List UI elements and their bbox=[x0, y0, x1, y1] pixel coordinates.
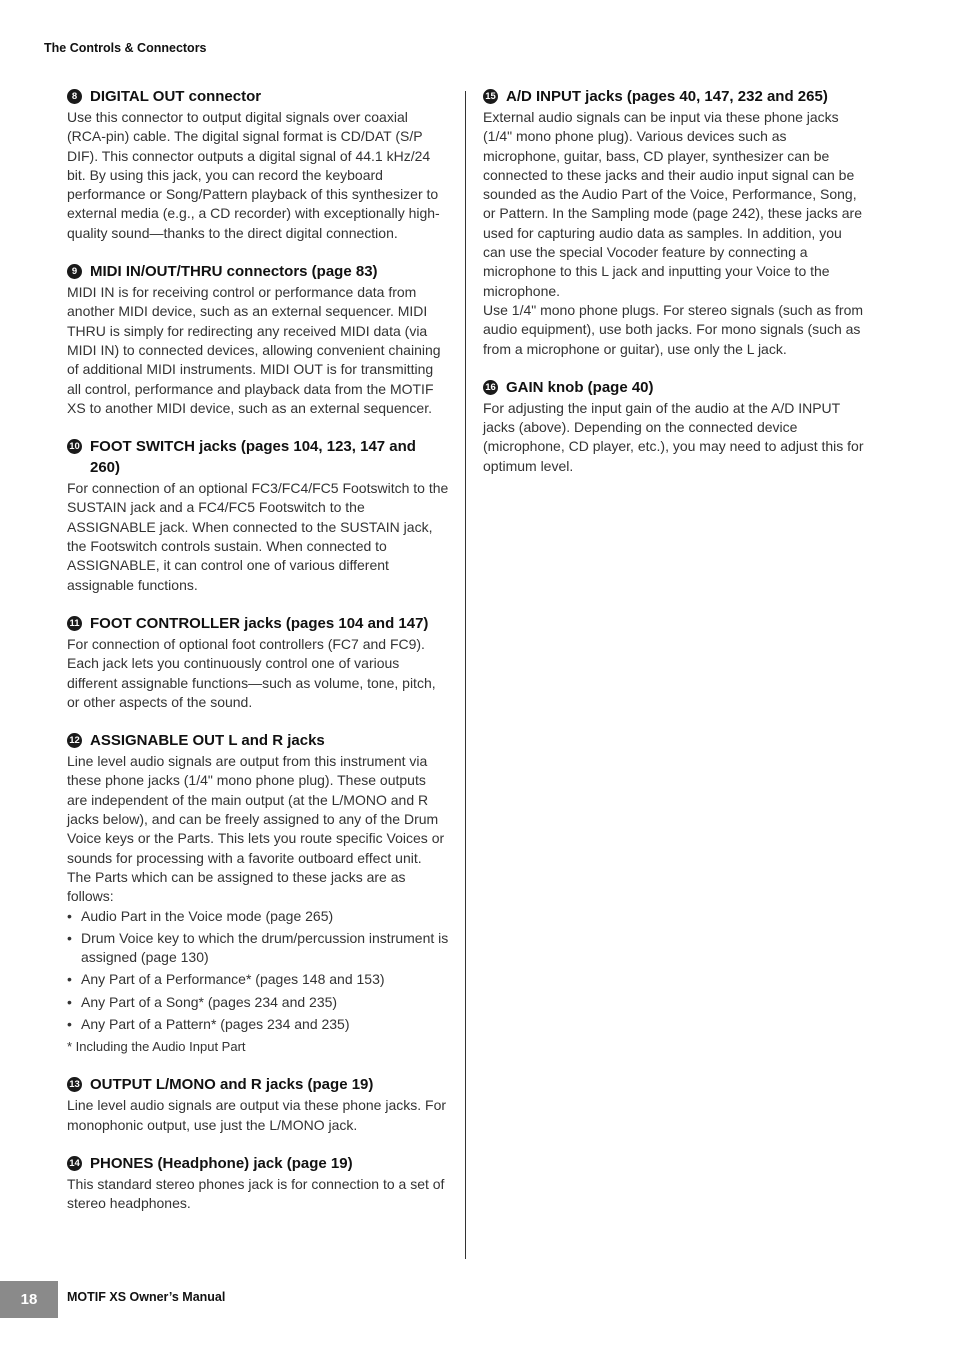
section-heading bbox=[67, 730, 449, 751]
section-heading bbox=[67, 436, 449, 478]
bullet-item: • Any Part of a Song* (pages 234 and 235) bbox=[67, 993, 449, 1012]
left-column bbox=[67, 86, 449, 1231]
section-heading bbox=[67, 86, 449, 107]
callout-number-badge: 10 bbox=[67, 439, 82, 454]
section-body-text: MIDI IN is for receiving control or performance data from another MIDI device, such as an external sequencer. MIDI THRU is simply for redirecting any received MIDI data (via MIDI IN) to connected devices, allowing convenient chaining of additional MIDI instruments. MIDI OUT is for transmitting all control, performance and playback data from the MOTIF XS to another MIDI device, such as an external sequencer. bbox=[67, 284, 441, 416]
callout-number-badge: 9 bbox=[67, 264, 82, 279]
bullet-item: • Any Part of a Performance* (pages 148 and 153) bbox=[67, 970, 449, 989]
section-9 bbox=[67, 261, 449, 418]
section-heading bbox=[67, 261, 449, 282]
callout-number-badge: 11 bbox=[67, 616, 82, 631]
bullet-item: • Drum Voice key to which the drum/percussion instrument is assigned (page 130) bbox=[67, 929, 449, 968]
section-11 bbox=[67, 613, 449, 712]
callout-number-badge: 13 bbox=[67, 1077, 82, 1092]
callout-number-badge: 8 bbox=[67, 89, 82, 104]
section-body-text: Use 1/4" mono phone plugs. For stereo signals (such as from audio equipment), use both jacks. For mono signals (such as from a microphone or guitar), use only the L jack. bbox=[483, 301, 864, 357]
section-title: FOOT CONTROLLER jacks (pages 104 and 147) bbox=[90, 614, 429, 632]
section-16 bbox=[483, 377, 865, 476]
section-title: GAIN knob (page 40) bbox=[506, 378, 654, 396]
callout-number-badge: 16 bbox=[483, 380, 498, 395]
page-number: 18 bbox=[0, 1281, 58, 1318]
section-12 bbox=[67, 730, 449, 1056]
callout-number-badge: 15 bbox=[483, 89, 498, 104]
section-title: ASSIGNABLE OUT L and R jacks bbox=[90, 732, 325, 750]
section-8 bbox=[67, 86, 449, 243]
running-header: The Controls & Connectors bbox=[44, 41, 207, 55]
section-body-text: Line level audio signals are output from this instrument via these phone jacks (1/4" mono phone plug). These outputs are independent of the main output (at the L/MONO and R jacks below), and can be freely assigned to any of the Drum Voice keys or the Parts. This lets you route specific Voices or sounds for processing with a favorite outboard effect unit. The Parts which can be assigned to these jacks are as follows: bbox=[67, 753, 445, 905]
section-body-text: Use this connector to output digital signals over coaxial (RCA-pin) cable. The digital signal format is CD/DAT (S/P DIF). This connector outputs a digital signal of 44.1 kHz/24 bit. By using this jack, you can record the keyboard performance or Song/Pattern playback of this synthesizer to external media (e.g., a CD recorder) with exceptionally high-quality sound—thanks to the direct digital connection. bbox=[67, 109, 440, 241]
section-body-text: For adjusting the input gain of the audio at the A/D INPUT jacks (above). Depending on the connected device (microphone, CD player, etc.), you may need to adjust this for optimum level. bbox=[483, 399, 864, 474]
section-heading bbox=[67, 613, 449, 634]
section-10 bbox=[67, 436, 449, 595]
section-body-text: For connection of optional foot controllers (FC7 and FC9). Each jack lets you continuously control one of various different assignable functions—such as volume, tone, pitch, or other aspects of the sound. bbox=[67, 635, 436, 710]
section-heading bbox=[67, 1153, 449, 1174]
section-13 bbox=[67, 1074, 449, 1135]
section-title: A/D INPUT jacks (pages 40, 147, 232 and 265) bbox=[506, 88, 828, 105]
column-divider bbox=[465, 91, 466, 1259]
callout-number-badge: 12 bbox=[67, 733, 82, 748]
section-heading bbox=[67, 1074, 449, 1095]
section-title: MIDI IN/OUT/THRU connectors (page 83) bbox=[90, 263, 378, 281]
section-title: DIGITAL OUT connector bbox=[90, 88, 262, 105]
section-heading bbox=[483, 377, 865, 398]
footnote: * Including the Audio Input Part bbox=[67, 1039, 246, 1055]
section-title: OUTPUT L/MONO and R jacks (page 19) bbox=[90, 1076, 374, 1094]
section-body-text: Line level audio signals are output via these phone jacks. For monophonic output, use just the L/MONO jack. bbox=[67, 1097, 447, 1133]
section-heading bbox=[483, 86, 865, 107]
bullet-item: • Audio Part in the Voice mode (page 265) bbox=[67, 907, 449, 926]
section-title: FOOT SWITCH jacks (pages 104, 123, 147 and 260) bbox=[90, 438, 416, 477]
callout-number-badge: 14 bbox=[67, 1156, 82, 1171]
section-body-text: This standard stereo phones jack is for connection to a set of stereo headphones. bbox=[67, 1175, 445, 1212]
right-column bbox=[483, 86, 865, 494]
bullet-item: • Any Part of a Pattern* (pages 234 and 235) bbox=[67, 1015, 449, 1034]
section-body-text: External audio signals can be input via these phone jacks (1/4" mono phone plug). Various devices such as microphone, guitar, bass, CD player, synthesizer can be connected to these jacks and their audio input signal can be sounded as the Audio Part of the Voice, Performance, Song, or Pattern. In the Sampling mode (page 242), these jacks are used for capturing audio data as samples. In addition, you can use the special Vocoder feature by connecting a microphone to this L jack and inputting your Voice to the microphone. bbox=[483, 109, 862, 299]
section-14 bbox=[67, 1153, 449, 1214]
bullet-list bbox=[67, 907, 449, 1035]
manual-title: MOTIF XS Owner’s Manual bbox=[67, 1290, 226, 1304]
section-15 bbox=[483, 86, 865, 359]
section-body-text: For connection of an optional FC3/FC4/FC5 Footswitch to the SUSTAIN jack and a FC4/FC5 Footswitch to the ASSIGNABLE jack. When connected to the SUSTAIN jack, the Footswitch controls sustain. When connected to ASSIGNABLE, it can control one of various different assignable functions. bbox=[67, 480, 449, 593]
section-title: PHONES (Headphone) jack (page 19) bbox=[90, 1154, 353, 1172]
